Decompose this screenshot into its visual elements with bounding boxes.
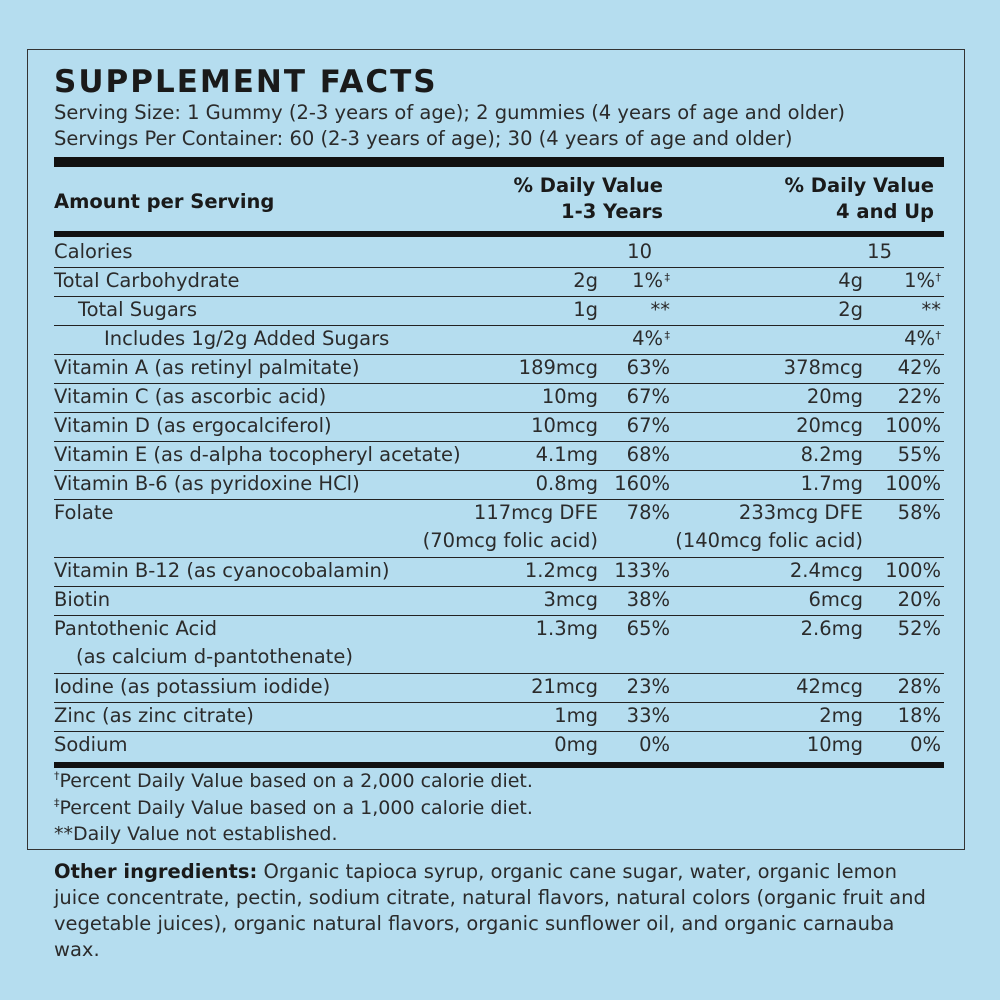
table-row xyxy=(54,616,944,674)
amount-4-and-up: 1.7mg xyxy=(800,472,863,495)
table-row xyxy=(54,471,944,500)
table-row xyxy=(54,326,944,355)
daily-value-4-and-up: 4% xyxy=(904,327,935,350)
table-row xyxy=(54,587,944,616)
daily-value-1-3-years: 1% xyxy=(632,269,663,292)
footnote-2000 xyxy=(54,768,533,794)
table-row xyxy=(54,558,944,587)
daily-value-1-3-years: 160% xyxy=(614,472,670,495)
nutrient-name: Vitamin B-12 (as cyanocobalamin) xyxy=(54,559,390,582)
daily-value-1-3-years: 0% xyxy=(639,733,670,756)
amount-1-3-years: 4.1mg xyxy=(535,443,598,466)
table-row xyxy=(54,384,944,413)
nutrient-name: Folate xyxy=(54,501,114,524)
header-col2-line1: % Daily Value xyxy=(784,174,934,197)
amount-4-and-up: 10mg xyxy=(806,733,863,756)
amount-4-and-up: 6mcg xyxy=(808,588,863,611)
daily-value-1-3-years: 68% xyxy=(626,443,670,466)
footnote-mark: † xyxy=(54,769,60,783)
amount-1-3-years: 0mg xyxy=(554,733,598,756)
nutrient-name: Zinc (as zinc citrate) xyxy=(54,704,254,727)
table-row xyxy=(54,703,944,732)
daily-value-4-and-up: 0% xyxy=(910,733,941,756)
amount-1-3-years: 10mcg xyxy=(531,414,598,437)
daily-value-1-3-years: 133% xyxy=(614,559,670,582)
daily-value-4-and-up: 42% xyxy=(897,356,941,379)
nutrient-name: Vitamin E (as d-alpha tocopheryl acetate) xyxy=(54,443,461,466)
daily-value-1-3-years: 78% xyxy=(626,501,670,524)
other-ingredients xyxy=(54,859,944,963)
nutrient-name: Pantothenic Acid xyxy=(54,617,217,640)
amount-1-3-years: 10 xyxy=(627,240,652,263)
ingredients-text: Organic tapioca syrup, organic cane sugar, water, organic lemon juice concentrate, pectin, sodium citrate, natural flavors, natural colors (organic fruit and vegetable juices), organic natural flavors, organic sunflower oil, and organic carnauba wax. xyxy=(54,860,926,961)
footnote-mark: ‡ xyxy=(54,796,60,810)
amount-4-and-up: 378mcg xyxy=(783,356,863,379)
nutrient-name: Total Sugars xyxy=(78,298,197,321)
header-amount: Amount per Serving xyxy=(54,190,275,213)
header-col2 xyxy=(784,173,934,225)
daily-value-1-3-years: 67% xyxy=(626,414,670,437)
daily-value-4-and-up: 52% xyxy=(897,617,941,640)
amount-4-and-up: 2mg xyxy=(819,704,863,727)
daily-value-4-and-up: 18% xyxy=(897,704,941,727)
daily-value-1-3-years: ** xyxy=(650,298,670,321)
daily-value-4-and-up: ** xyxy=(921,298,941,321)
amount-4-and-up: 4g xyxy=(838,269,863,292)
table-row xyxy=(54,500,944,558)
amount-4-and-up: 2.6mg xyxy=(800,617,863,640)
table-row xyxy=(54,268,944,297)
nutrient-name: Vitamin A (as retinyl palmitate) xyxy=(54,356,360,379)
footnote-text: **Daily Value not established. xyxy=(54,823,338,845)
folic-acid-1-3-years: (70mcg folic acid) xyxy=(422,529,598,552)
amount-1-3-years: 117mcg DFE xyxy=(473,501,598,524)
amount-4-and-up: 2g xyxy=(838,298,863,321)
nutrient-name: Total Carbohydrate xyxy=(54,269,240,292)
amount-4-and-up: 8.2mg xyxy=(800,443,863,466)
daily-value-1-3-years: 4% xyxy=(632,327,663,350)
daily-value-1-3-years: 33% xyxy=(626,704,670,727)
amount-4-and-up: 233mcg DFE xyxy=(738,501,863,524)
amount-1-3-years: 1.2mcg xyxy=(524,559,598,582)
daily-value-4-and-up: 100% xyxy=(885,414,941,437)
nutrient-name: Iodine (as potassium iodide) xyxy=(54,675,331,698)
daily-value-1-3-years: 67% xyxy=(626,385,670,408)
table-row xyxy=(54,297,944,326)
table-row xyxy=(54,674,944,703)
daily-value-1-3-years: 63% xyxy=(626,356,670,379)
daily-value-4-and-up: 28% xyxy=(897,675,941,698)
footnote-mark: ‡ xyxy=(664,329,670,342)
ingredients-label: Other ingredients: xyxy=(54,860,258,883)
thick-divider-top xyxy=(54,157,944,167)
daily-value-4-and-up: 100% xyxy=(885,472,941,495)
amount-1-3-years: 189mcg xyxy=(518,356,598,379)
footnote-mark: † xyxy=(935,329,941,342)
servings-per-container: Servings Per Container: 60 (2-3 years of age); 30 (4 years of age and older) xyxy=(54,127,793,150)
amount-1-3-years: 21mcg xyxy=(531,675,598,698)
nutrient-name: Biotin xyxy=(54,588,111,611)
nutrient-name: Vitamin C (as ascorbic acid) xyxy=(54,385,327,408)
header-col1-line1: % Daily Value xyxy=(513,174,663,197)
amount-1-3-years: 2g xyxy=(573,269,598,292)
folic-acid-4-and-up: (140mcg folic acid) xyxy=(675,529,863,552)
header-col2-line2: 4 and Up xyxy=(836,200,934,223)
table-row xyxy=(54,732,944,761)
daily-value-4-and-up: 22% xyxy=(897,385,941,408)
thick-divider-header xyxy=(54,231,944,237)
footnote-1000 xyxy=(54,795,533,821)
amount-4-and-up: 20mg xyxy=(806,385,863,408)
footnote-mark: ‡ xyxy=(664,271,670,284)
daily-value-4-and-up: 1% xyxy=(904,269,935,292)
amount-1-3-years: 3mcg xyxy=(543,588,598,611)
amount-1-3-years: 10mg xyxy=(541,385,598,408)
daily-value-4-and-up: 20% xyxy=(897,588,941,611)
daily-value-1-3-years: 65% xyxy=(626,617,670,640)
daily-value-4-and-up: 55% xyxy=(897,443,941,466)
nutrient-name: Sodium xyxy=(54,733,128,756)
nutrient-name-detail: (as calcium d-pantothenate) xyxy=(76,645,353,668)
amount-1-3-years: 1mg xyxy=(554,704,598,727)
table-row xyxy=(54,239,944,268)
amount-4-and-up: 42mcg xyxy=(796,675,863,698)
daily-value-4-and-up: 100% xyxy=(885,559,941,582)
table-row xyxy=(54,442,944,471)
amount-4-and-up: 20mcg xyxy=(796,414,863,437)
daily-value-4-and-up: 58% xyxy=(897,501,941,524)
amount-4-and-up: 15 xyxy=(867,240,892,263)
amount-1-3-years: 1g xyxy=(573,298,598,321)
daily-value-1-3-years: 38% xyxy=(626,588,670,611)
footnote-text: Percent Daily Value based on a 1,000 calorie diet. xyxy=(59,797,533,819)
amount-1-3-years: 0.8mg xyxy=(535,472,598,495)
table-row xyxy=(54,355,944,384)
nutrient-name: Vitamin D (as ergocalciferol) xyxy=(54,414,332,437)
footnote-dv-not-established xyxy=(54,821,338,847)
daily-value-1-3-years: 23% xyxy=(626,675,670,698)
nutrient-name: Includes 1g/2g Added Sugars xyxy=(104,327,390,350)
header-col1-line2: 1-3 Years xyxy=(561,200,663,223)
panel-title: SUPPLEMENT FACTS xyxy=(54,64,438,100)
footnote-text: Percent Daily Value based on a 2,000 calorie diet. xyxy=(59,770,533,792)
amount-4-and-up: 2.4mcg xyxy=(789,559,863,582)
nutrient-name: Calories xyxy=(54,240,133,263)
footnote-mark: † xyxy=(935,271,941,284)
amount-1-3-years: 1.3mg xyxy=(535,617,598,640)
nutrient-name: Vitamin B-6 (as pyridoxine HCl) xyxy=(54,472,360,495)
serving-size: Serving Size: 1 Gummy (2-3 years of age); 2 gummies (4 years of age and older) xyxy=(54,101,846,124)
table-row xyxy=(54,413,944,442)
header-col1 xyxy=(513,173,663,225)
